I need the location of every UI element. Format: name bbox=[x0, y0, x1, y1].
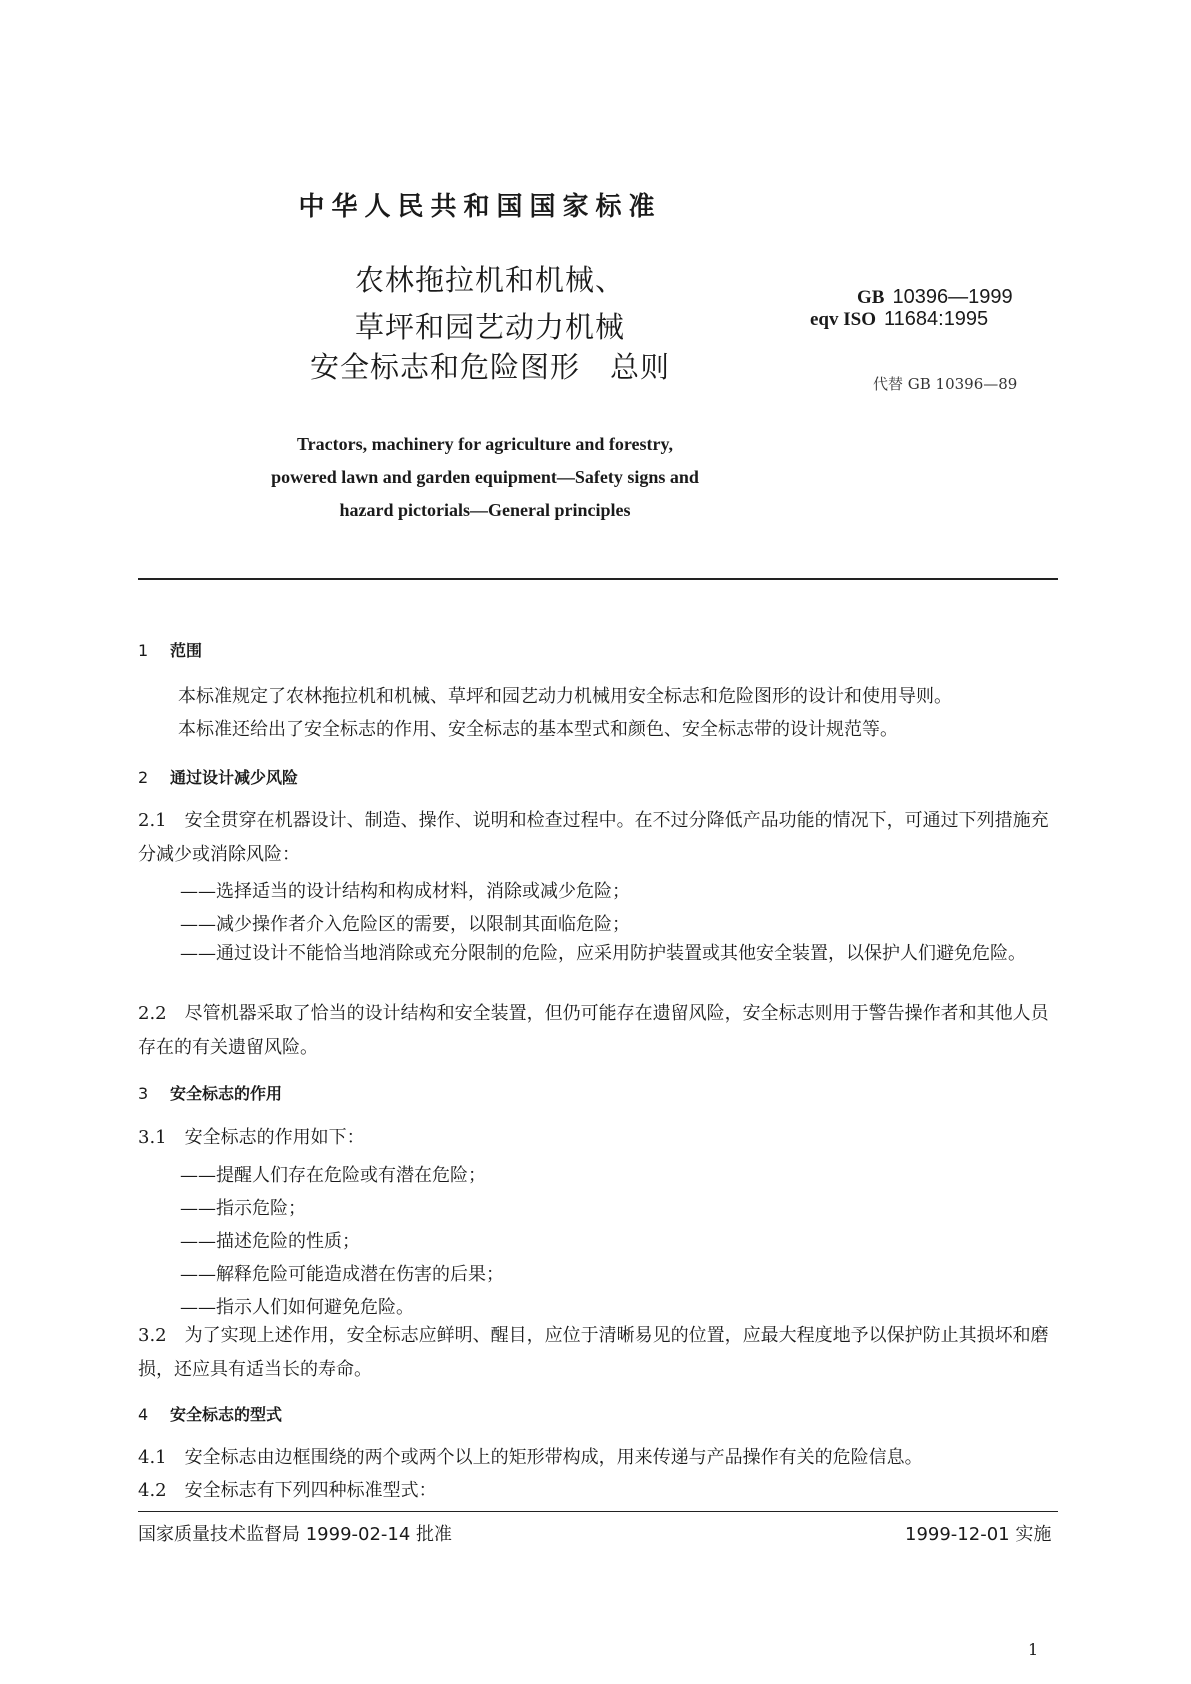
footer-divider bbox=[138, 1511, 1058, 1512]
national-standard-heading: 中华人民共和国国家标准 bbox=[298, 192, 662, 222]
clause-4-2: 4.2 安全标志有下列四种标准型式： bbox=[138, 1480, 437, 1501]
clause-2-2: 2.2 尽管机器采取了恰当的设计结构和安全装置，但仍可能存在遗留风险，安全标志则用于警告操作者和其他人员存在的有关遗留风险。 bbox=[138, 1003, 1049, 1058]
clause-2-1-item-2: ——减少操作者介入危险区的需要，以限制其面临危险； bbox=[180, 914, 630, 935]
section-title: 通过设计减少风险 bbox=[170, 768, 299, 787]
section-1-para-2: 本标准还给出了安全标志的作用、安全标志的基本型式和颜色、安全标志带的设计规范等。 bbox=[178, 719, 898, 740]
clause-3-1-item-3: ——描述危险的性质； bbox=[180, 1231, 360, 1252]
clause-3-2: 3.2 为了实现上述作用，安全标志应鲜明、醒目，应位于清晰易见的位置，应最大程度地予以保护防止其损坏和磨损，还应具有适当长的寿命。 bbox=[138, 1325, 1049, 1380]
section-2-heading bbox=[138, 765, 298, 788]
section-title: 安全标志的型式 bbox=[170, 1405, 283, 1424]
standard-code bbox=[857, 286, 1013, 309]
approval-date: 国家质量技术监督局 1999-02-14 批准 bbox=[138, 1524, 453, 1545]
section-number: 4 bbox=[138, 1405, 149, 1424]
clause-3-1-item-1: ——提醒人们存在危险或有潜在危险； bbox=[180, 1165, 486, 1186]
title-line-1: 农林拖拉机和机械、 bbox=[354, 263, 625, 297]
english-title-line-2: powered lawn and garden equipment—Safety signs and bbox=[271, 467, 699, 487]
clause-3-1: 3.1 安全标志的作用如下： bbox=[138, 1127, 365, 1148]
replaces-note: 代替 GB 10396—89 bbox=[873, 375, 1018, 393]
code-prefix: GB bbox=[857, 287, 885, 308]
english-title-line-3: hazard pictorials—General principles bbox=[339, 500, 631, 520]
section-number: 3 bbox=[138, 1084, 149, 1103]
clause-3-1-item-2: ——指示危险； bbox=[180, 1198, 306, 1219]
clause-3-1-item-4: ——解释危险可能造成潜在伤害的后果； bbox=[180, 1264, 504, 1285]
section-title: 安全标志的作用 bbox=[170, 1084, 283, 1103]
clause-2-1-item-1: ——选择适当的设计结构和构成材料，消除或减少危险； bbox=[180, 881, 630, 902]
clause-2-1-item-3: ——通过设计不能恰当地消除或充分限制的危险，应采用防护装置或其他安全装置，以保护人们避免危险。 bbox=[180, 943, 1026, 964]
effective-date: 1999-12-01 实施 bbox=[905, 1524, 1052, 1545]
page-number: 1 bbox=[1028, 1640, 1039, 1659]
section-title: 范围 bbox=[170, 641, 203, 660]
english-title-line-1: Tractors, machinery for agriculture and forestry, bbox=[296, 434, 674, 454]
title-line-3: 安全标志和危险图形 总则 bbox=[309, 350, 670, 384]
section-number: 1 bbox=[138, 641, 149, 660]
section-3-heading bbox=[138, 1081, 282, 1104]
clause-4-1: 4.1 安全标志由边框围绕的两个或两个以上的矩形带构成，用来传递与产品操作有关的危险信息。 bbox=[138, 1447, 923, 1468]
code-number: 10396—1999 bbox=[892, 286, 1013, 308]
clause-3-1-item-5: ——指示人们如何避免危险。 bbox=[180, 1297, 414, 1318]
section-number: 2 bbox=[138, 768, 149, 787]
title-line-2: 草坪和园艺动力机械 bbox=[354, 310, 625, 344]
clause-2-1: 2.1 安全贯穿在机器设计、制造、操作、说明和检查过程中。在不过分降低产品功能的情况下，可通过下列措施充分减少或消除风险： bbox=[138, 810, 1049, 865]
section-1-para-1: 本标准规定了农林拖拉机和机械、草坪和园艺动力机械用安全标志和危险图形的设计和使用导则。 bbox=[178, 686, 952, 707]
section-4-heading bbox=[138, 1402, 282, 1425]
equivalent-standard bbox=[810, 308, 988, 331]
header-divider bbox=[138, 578, 1058, 580]
section-1-heading bbox=[138, 638, 202, 661]
eqv-prefix: eqv ISO bbox=[810, 309, 876, 330]
eqv-number: 11684:1995 bbox=[884, 308, 989, 330]
